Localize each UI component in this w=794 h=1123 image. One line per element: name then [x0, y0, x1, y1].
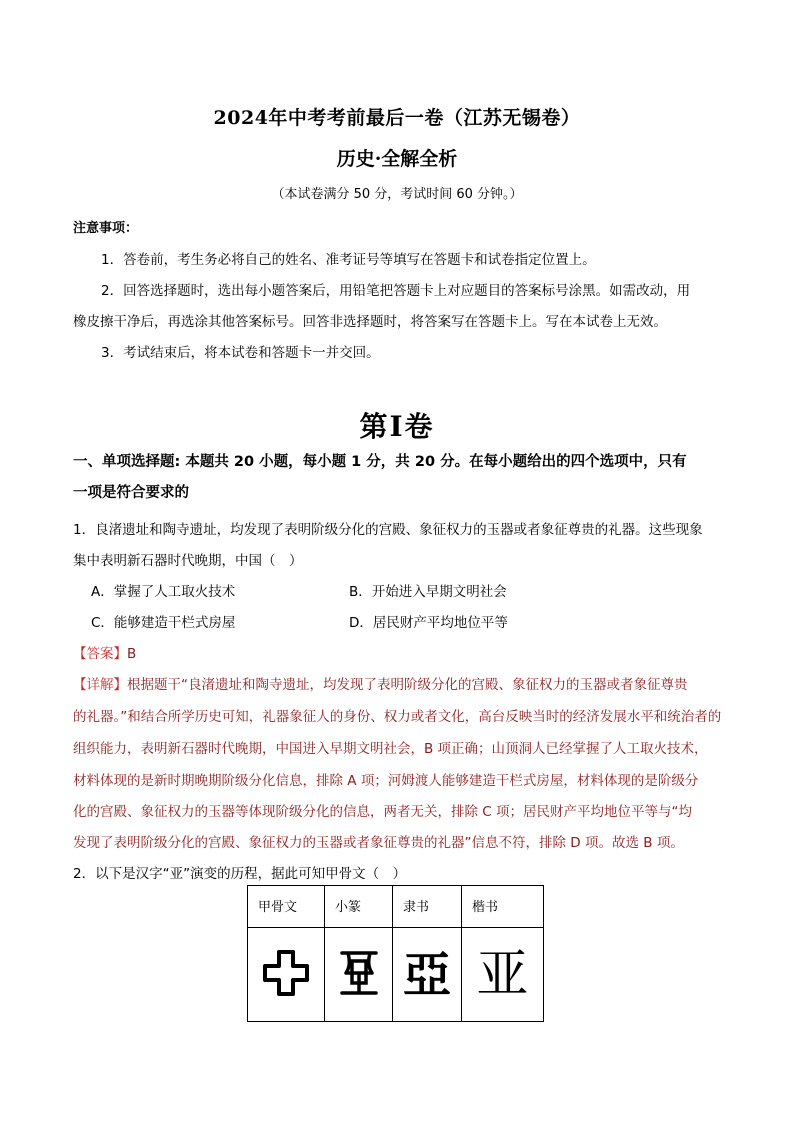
exam-subtitle: 历史·全解全析 [336, 148, 458, 170]
section-intro-b: 一项是符合要求的 [73, 485, 189, 501]
clerical-script-glyph: 亞 [402, 946, 451, 1003]
glyph-xiaozhuan [325, 928, 393, 1022]
header-jiaguwen: 甲骨文 [248, 886, 325, 928]
q1-detail-5: 化的宫殿、象征权力的玉器等体现阶级分化的信息，两者无关，排除 C 项；居民财产平均地位平等与“均 [73, 804, 693, 820]
character-evolution-table [247, 885, 544, 1022]
seal-script-glyph [336, 947, 382, 999]
answer-value: B [127, 646, 137, 662]
exam-title: 2024年中考考前最后一卷（江苏无锡卷） [213, 107, 581, 129]
q1-option-b: B．开始进入早期文明社会 [349, 584, 507, 600]
section-title: 第Ⅰ卷 [359, 410, 435, 443]
q1-detail-4: 材料体现的是新时期晚期阶级分化信息，排除 A 项；河姆渡人能够建造干栏式房屋，材料体现的是阶级分 [73, 773, 699, 789]
section-intro-a: 一、单项选择题: 本题共 20 小题，每小题 1 分，共 20 分。在每小题给出的四个选项中，只有 [73, 454, 687, 470]
q1-option-c: C．能够建造干栏式房屋 [91, 615, 236, 631]
regular-script-glyph: 亚 [476, 944, 529, 1005]
glyph-kaishu [462, 928, 544, 1022]
notice-line-2a: 2．回答选择题时，选出每小题答案后，用铅笔把答题卡上对应题目的答案标号涂黑。如需改动，用 [101, 283, 691, 299]
glyph-lishu [393, 928, 462, 1022]
header-xiaozhuan: 小篆 [325, 886, 393, 928]
detail-text-1: 根据题干“良渚遗址和陶寺遗址，均发现了表明阶级分化的宫殿、象征权力的玉器或者象征尊贵 [127, 677, 688, 693]
q2-stem: 2．以下是汉字“亚”演变的历程，据此可知甲骨文（ ） [73, 866, 407, 882]
q1-option-a: A．掌握了人工取火技术 [91, 584, 236, 600]
q1-answer [73, 642, 136, 662]
oracle-bone-glyph [261, 948, 311, 998]
q1-detail-3: 组织能力，表明新石器时代晚期，中国进入早期文明社会，B 项正确；山顶洞人已经掌握了人工取火技术， [73, 741, 708, 757]
q1-option-d: D．居民财产平均地位平等 [349, 615, 508, 631]
notice-heading: 注意事项： [73, 221, 139, 236]
answer-tag: 【答案】 [73, 646, 127, 662]
glyph-jiaguwen [248, 928, 325, 1022]
notice-line-1: 1．答卷前，考生务必将自己的姓名、准考证号等填写在答题卡和试卷指定位置上。 [101, 252, 596, 268]
q1-stem-a: 1．良渚遗址和陶寺遗址，均发现了表明阶级分化的宫殿、象征权力的玉器或者象征尊贵的礼器。这些现象 [73, 522, 703, 538]
header-lishu: 隶书 [393, 886, 462, 928]
header-kaishu: 楷书 [462, 886, 544, 928]
detail-tag: 【详解】 [73, 677, 127, 693]
q1-stem-b: 集中表明新石器时代晚期，中国（ ） [73, 553, 303, 569]
q1-detail-1 [73, 673, 688, 693]
q1-detail-6: 发现了表明阶级分化的宫殿、象征权力的玉器或者象征尊贵的礼器”信息不符，排除 D 项。故选 B 项。 [73, 835, 684, 851]
notice-line-3: 3．考试结束后，将本试卷和答题卡一并交回。 [101, 345, 380, 361]
q1-detail-2: 的礼器。”和结合所学历史可知，礼器象征人的身份、权力或者文化，高台反映当时的经济发展水平和统治者的 [73, 709, 722, 725]
notice-line-2b: 橡皮擦干净后，再选涂其他答案标号。回答非选择题时，将答案写在答题卡上。写在本试卷上无效。 [73, 314, 667, 330]
exam-note: （本试卷满分 50 分，考试时间 60 分钟。） [271, 187, 523, 202]
